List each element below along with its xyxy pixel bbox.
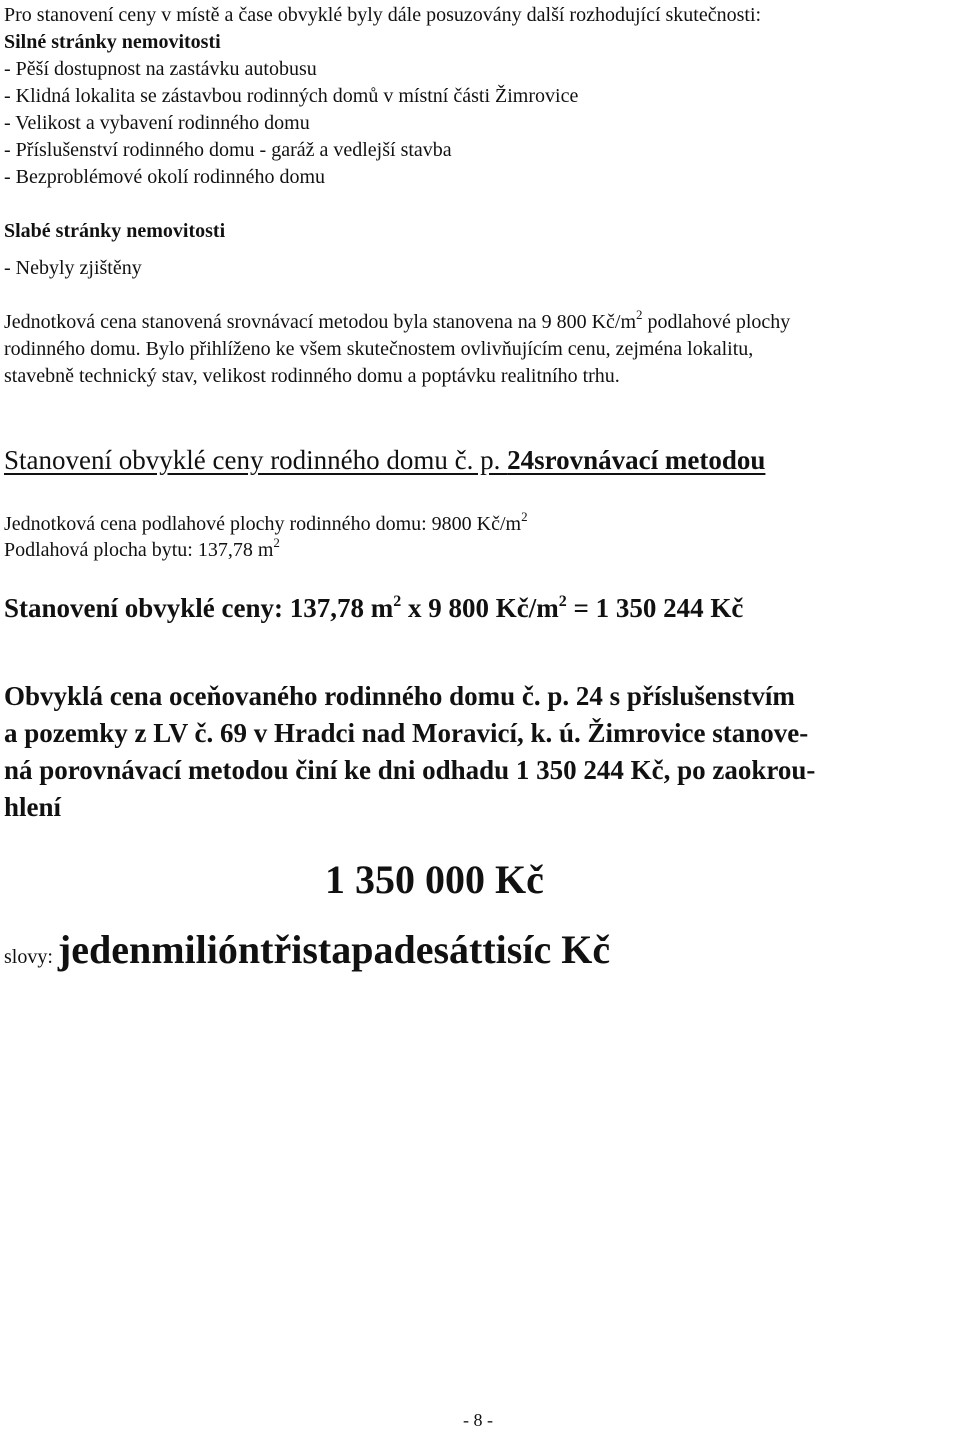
words-line bbox=[4, 928, 610, 982]
conclusion-line: a pozemky z LV č. 69 v Hradci nad Moravicí, k. ú. Žimrovice stanove- bbox=[4, 718, 809, 748]
page-number: - 8 - bbox=[463, 1410, 493, 1430]
unit-price-text: Jednotková cena podlahové plochy rodinného domu: 9800 Kč/m bbox=[4, 513, 522, 535]
superscript: 2 bbox=[393, 593, 402, 610]
weaknesses-title: Slabé stránky nemovitosti bbox=[4, 220, 226, 242]
paragraph-text: Jednotková cena stanovená srovnávací metodou byla stanovena na 9 800 Kč/m bbox=[4, 311, 637, 333]
conclusion-line: Obvyklá cena oceňovaného rodinného domu č. p. 24 s příslušenstvím bbox=[4, 681, 795, 711]
section-title bbox=[4, 445, 766, 475]
strengths-title: Silné stránky nemovitosti bbox=[4, 31, 221, 53]
unit-price-line bbox=[4, 509, 528, 538]
floor-area-line bbox=[4, 535, 280, 564]
calc-text: Stanovení obvyklé ceny: 137,78 m bbox=[4, 593, 394, 623]
superscript: 2 bbox=[521, 509, 528, 524]
weakness-item: - Nebyly zjištěny bbox=[4, 257, 142, 279]
strength-item: - Pěší dostupnost na zastávku autobusu bbox=[4, 58, 317, 80]
calc-text: = 1 350 244 Kč bbox=[566, 593, 744, 623]
superscript: 2 bbox=[636, 307, 643, 322]
superscript: 2 bbox=[273, 535, 280, 550]
intro-line: Pro stanovení ceny v místě a čase obvyklé byly dále posuzovány další rozhodující skutečnosti: bbox=[4, 4, 762, 26]
unit-price-paragraph-line bbox=[4, 307, 791, 336]
section-title-part: Stanovení obvyklé ceny rodinného domu č. p. bbox=[4, 445, 508, 475]
section-title-part: 24srovnávací metodou bbox=[507, 445, 766, 475]
strength-item: - Velikost a vybavení rodinného domu bbox=[4, 112, 310, 134]
strength-item: - Klidná lokalita se zástavbou rodinných domů v místní části Žimrovice bbox=[4, 85, 579, 107]
conclusion-line: hlení bbox=[4, 792, 62, 822]
superscript: 2 bbox=[558, 593, 567, 610]
conclusion-line: ná porovnávací metodou činí ke dni odhadu 1 350 244 Kč, po zaokrou- bbox=[4, 755, 816, 785]
calc-text: x 9 800 Kč/m bbox=[401, 593, 559, 623]
floor-area-text: Podlahová plocha bytu: 137,78 m bbox=[4, 539, 274, 561]
strength-item: - Bezproblémové okolí rodinného domu bbox=[4, 166, 326, 188]
calculation-line bbox=[4, 592, 743, 629]
paragraph-line: stavebně technický stav, velikost rodinného domu a poptávku realitního trhu. bbox=[4, 365, 620, 387]
words-value: jedenmilióntřistapadesáttisíc Kč bbox=[57, 927, 611, 972]
strength-item: - Příslušenství rodinného domu - garáž a vedlejší stavba bbox=[4, 139, 452, 161]
final-price: 1 350 000 Kč bbox=[325, 857, 544, 902]
paragraph-text: podlahové plochy bbox=[642, 311, 791, 333]
words-label: slovy: bbox=[4, 946, 53, 968]
paragraph-line: rodinného domu. Bylo přihlíženo ke všem skutečnostem ovlivňujícím cenu, zejména lokalitu, bbox=[4, 338, 754, 360]
